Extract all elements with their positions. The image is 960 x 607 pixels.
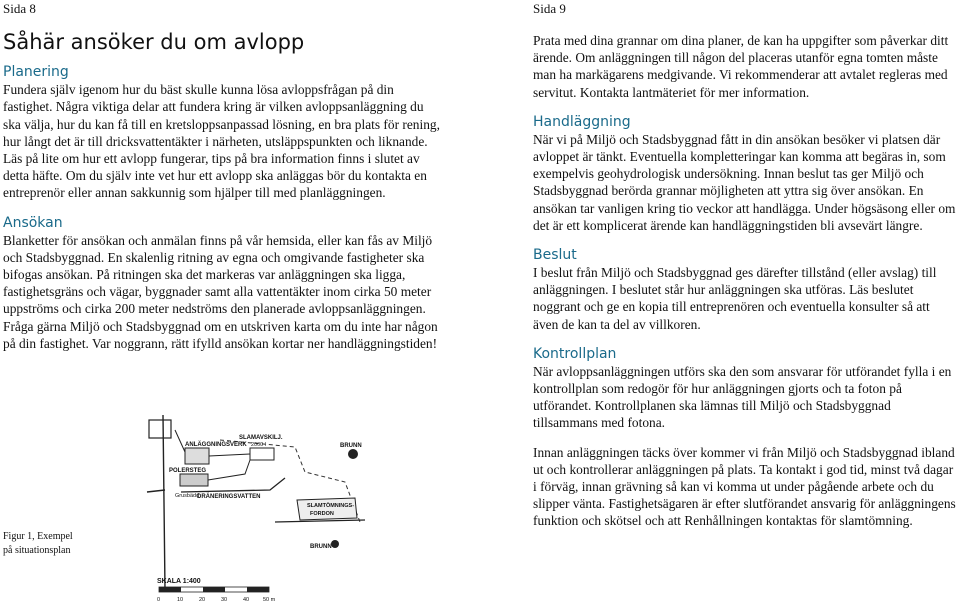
heading-beslut: Beslut: [533, 247, 577, 264]
scale-tick-50: 50 m: [263, 597, 276, 603]
scale-tick-10: 10: [177, 597, 184, 603]
label-brunn-top: BRUNN: [340, 443, 362, 449]
heading-ansokan: Ansökan: [3, 214, 63, 231]
heading-kontrollplan: Kontrollplan: [533, 345, 617, 362]
label-anlaggningsverk: ANLÄGGNINGSVERK: [185, 442, 247, 448]
paragraph-intro: Prata med dina grannar om dina planer, de kan ha uppgifter som påverkar ditt ärende. Om anläggningen till någon del placeras utanför egna tomten måste man ha markägarens medgivande. Vi rekommenderar att avtalet regleras med servitut. Kontakta lantmäteriet för mer information.: [533, 33, 949, 100]
page-number-right: Sida 9: [533, 1, 566, 16]
paragraph-handlaggning: När vi på Miljö och Stadsbyggnad fått in din ansökan besöker vi platsen där avloppet är tänkt. Eventuella kompletteringar kan komma att begäras in, som exempelvis geohydrologisk undersökning. Innan beslut tas ger Miljö och Stadsbyggnad berörda grannar möjligheten att yttra sig över ansökan. En ansökan tar vanligen kring tio veckor att handlägga. Under högsäsong eller om det är ett komplicerat ärende kan handläggningstiden bli avsevärt längre.: [533, 131, 956, 233]
right-column: [533, 32, 958, 530]
scale-tick-30: 30: [221, 597, 228, 603]
label-dranering: DRÄNERINGSVATTEN: [197, 494, 261, 500]
scale-bar-seg1: [159, 587, 181, 592]
label-slam-volume: 2000 l: [251, 442, 266, 448]
heading-planering: Planering: [3, 64, 69, 81]
well-top-shape: [348, 449, 358, 459]
left-column: [3, 30, 443, 352]
scale-tick-20: 20: [199, 597, 206, 603]
situation-plan-figure: [145, 412, 375, 604]
road-line: [275, 520, 365, 522]
scale-bar-seg3: [203, 587, 225, 592]
paragraph-ansokan: Blanketter för ansökan och anmälan finns på vår hemsida, eller kan fås av Miljö och Stadsbyggnad. En skalenlig ritning av egna och omgivande fastigheter ska bifogas ansökan. På ritningen ska det markeras var anläggningen ska ligga, fastighetsgräns och vägar, byggnader samt alla vattentäkter inom cirka 50 meter uppströms och cirka 200 meter nedströms den planerade avloppsanläggningen. Fråga gärna Miljö och Stadsbyggnad om en utskriven karta om du inte har någon på din fastighet. Var noggrann, rätt ifylld ansökan kortar ner handläggningstiden!: [3, 232, 438, 351]
paragraph-closing: Innan anläggningen täcks över kommer vi från Miljö och Stadsbyggnad ibland ut och kontrollerar anläggningen på plats. Ta kontakt i god tid, minst två dagar i förväg, innan grävning så kan vi komma ut under pågående arbete och du slipper vänta. Fastighetsägaren är efter slutförandet ansvarig för anläggningens funktion och skötsel och att Renhållningen kontaktas för slamtömning.: [533, 444, 956, 529]
polishing-bed-shape: [180, 474, 208, 486]
property-boundary: [147, 415, 165, 590]
label-fordon: FORDON: [310, 511, 334, 517]
label-polersteg: POLERSTEG: [169, 468, 207, 474]
house-shape: [149, 420, 171, 438]
label-brunn-bottom: BRUNN: [310, 544, 332, 550]
paragraph-planering: Fundera själv igenom hur du bäst skulle kunna lösa avloppsfrågan på din fastighet. Några viktiga delar att fundera kring är vilken avloppsanläggning du ska välja, hur du kan få till en kretsloppsanpassad lösning, en bra plats för rening, hur långt det är till dricksvattentäkter i närheten, utsläppspunkten och liknande. Läs på lite om hur ett avlopp fungerar, tips på bra information finns i slutet av detta häfte. Om du själv inte vet hur ett avlopp ska anläggas bör du kontakta en entreprenör eller annan sakkunnig som hjälper till med planläggningen.: [3, 82, 440, 201]
well-bottom-shape: [331, 540, 339, 548]
figure-caption-line2: på situationsplan: [3, 545, 71, 556]
label-slamavskilj: SLAMAVSKILJ.: [239, 435, 283, 441]
scale-tick-40: 40: [243, 597, 250, 603]
scale-bar-seg5: [247, 587, 269, 592]
label-skala: SKALA 1:400: [157, 578, 201, 585]
heading-handlaggning: Handläggning: [533, 113, 631, 130]
label-grusbadd: Grusbädd: [175, 493, 200, 499]
paragraph-beslut: I beslut från Miljö och Stadsbyggnad ges därefter tillstånd (eller avslag) till anläggningen. I beslutet står hur anläggningen ska utföras. Läs beslutet noggrant och ge en kopia till entreprenören och eventuella konsulter så att även de kan ta del av villkoren.: [533, 265, 937, 332]
label-slamtomning: SLAMTÖMNINGS-: [307, 503, 355, 509]
page-number-left: Sida 8: [3, 1, 36, 16]
page-title: Såhär ansöker du om avlopp: [3, 30, 305, 54]
scale-tick-0: 0: [157, 597, 161, 603]
septic-tank-shape: [250, 448, 274, 460]
figure-caption: [3, 530, 103, 558]
figure-caption-line1: Figur 1, Exempel: [3, 531, 73, 542]
paragraph-kontrollplan: När avloppsanläggningen utförs ska den som ansvarar för utförandet fylla i en kontrollplan som redogör för hur anläggningen gjorts och ta foton på utförandet. Kontrollplanen ska lämnas till Miljö och Stadsbyggnad tillsammans med fotona.: [533, 363, 952, 431]
treatment-plant-shape: [185, 448, 209, 464]
